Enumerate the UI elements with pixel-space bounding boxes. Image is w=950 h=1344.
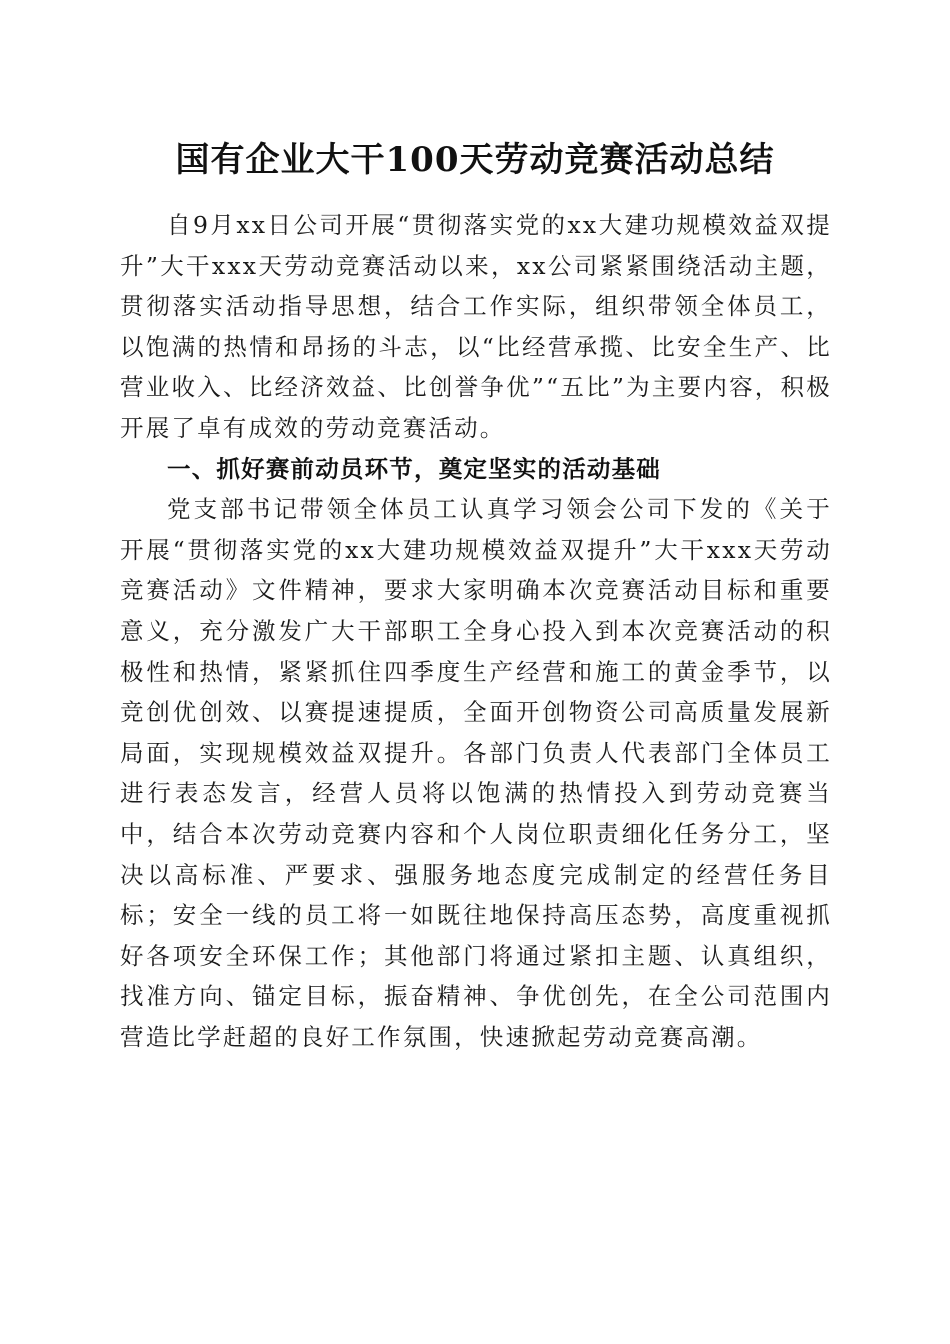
document-title: 国有企业大干100天劳动竞赛活动总结: [175, 140, 775, 180]
document-body: [120, 205, 832, 1057]
intro-paragraph: 自9月xx日公司开展“贯彻落实党的xx大建功规模效益双提升”大干xxx天劳动竞赛活动以来，xx公司紧紧围绕活动主题，贯彻落实活动指导思想，结合工作实际，组织带领全体员工，以饱满的热情和昂扬的斗志，以“比经营承揽、比安全生产、比营业收入、比经济效益、比创誉争优”“五比”为主要内容，积极开展了卓有成效的劳动竞赛活动。: [120, 211, 832, 442]
section-heading: 一、抓好赛前动员环节，奠定坚实的活动基础: [167, 454, 661, 483]
section-paragraph: 党支部书记带领全体员工认真学习领会公司下发的《关于开展“贯彻落实党的xx大建功规模效益双提升”大干xxx天劳动竞赛活动》文件精神，要求大家明确本次竞赛活动目标和重要意义，充分激发广大干部职工全身心投入到本次竞赛活动的积极性和热情，紧紧抓住四季度生产经营和施工的黄金季节，以竞创优创效、以赛提速提质，全面开创物资公司高质量发展新局面，实现规模效益双提升。各部门负责人代表部门全体员工进行表态发言，经营人员将以饱满的热情投入到劳动竞赛当中，结合本次劳动竞赛内容和个人岗位职责细化任务分工，坚决以高标准、严要求、强服务地态度完成制定的经营任务目标；安全一线的员工将一如既往地保持高压态势，高度重视抓好各项安全环保工作；其他部门将通过紧扣主题、认真组织，找准方向、锚定目标，振奋精神、争优创先，在全公司范围内营造比学赶超的良好工作氛围，快速掀起劳动竞赛高潮。: [120, 495, 832, 1051]
